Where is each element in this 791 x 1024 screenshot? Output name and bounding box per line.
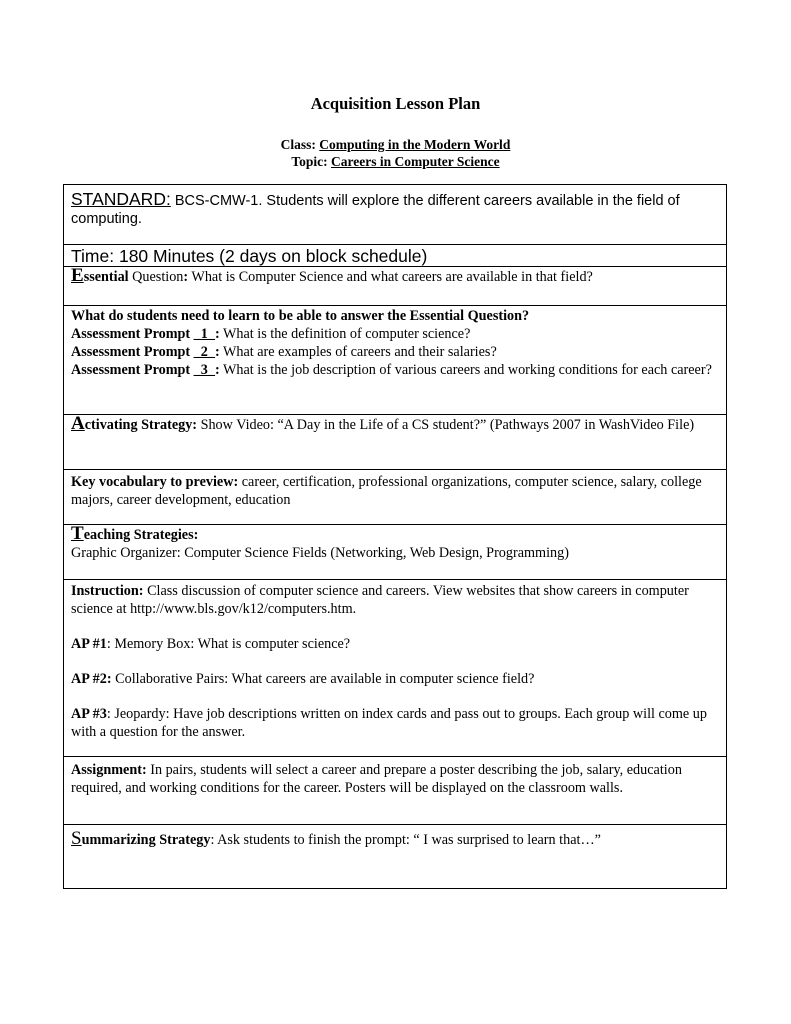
activating-initial: A [71, 413, 85, 434]
teaching-text: Graphic Organizer: Computer Science Fields (Networking, Web Design, Programming) [71, 545, 569, 561]
summarizing-label: ummarizing Strategy [81, 832, 211, 848]
ap1-line: AP #1: Memory Box: What is computer science? [71, 636, 351, 652]
teaching-initial: T [71, 523, 84, 544]
assessment-prompt-2: Assessment Prompt _2_: What are examples of careers and their salaries? [71, 344, 497, 360]
ap2-line: AP #2: Collaborative Pairs: What careers are available in computer science field? [71, 671, 535, 687]
assignment-row [64, 757, 726, 825]
class-label: Class: [280, 137, 316, 152]
time-row [64, 245, 726, 267]
summarizing-strategy-row [64, 825, 726, 890]
ap3-line: AP #3: Jeopardy: Have job descriptions written on index cards and pass out to groups. Each group will come up with a question for the answer. [71, 706, 707, 740]
teaching-label: eaching Strategies: [83, 527, 199, 543]
instruction-label: Instruction: [71, 583, 144, 599]
essential-question-row [64, 267, 726, 306]
document-title: Acquisition Lesson Plan [310, 94, 481, 113]
vocabulary-label: Key vocabulary to preview: [71, 474, 239, 490]
assignment-label: Assignment: [71, 762, 147, 778]
vocabulary-row [64, 470, 726, 525]
standard-row [64, 185, 726, 245]
essential-initial: E [71, 265, 84, 286]
activating-strategy-row [64, 415, 726, 470]
essential-text: What is Computer Science and what careers are available in that field? [188, 269, 593, 285]
teaching-strategies-row [64, 525, 726, 580]
standard-text: BCS-CMW-1. Students will explore the different careers available in the field of computing. [71, 193, 680, 227]
class-line [0, 137, 791, 153]
essential-label-plain: Question [128, 269, 184, 285]
vocabulary-text: career, certification, professional organizations, computer science, salary, college majors, career development, education [71, 474, 702, 508]
assessment-prompt-1: Assessment Prompt _1_: What is the definition of computer science? [71, 326, 471, 342]
class-value: Computing in the Modern World [319, 137, 511, 152]
instruction-row [64, 580, 726, 757]
summarizing-text: : Ask students to finish the prompt: “ I was surprised to learn that…” [210, 832, 601, 848]
topic-line [0, 154, 791, 170]
activating-text: Show Video: “A Day in the Life of a CS student?” (Pathways 2007 in WashVideo File) [197, 417, 695, 433]
lesson-plan-table [63, 184, 727, 889]
topic-label: Topic: [291, 154, 328, 169]
topic-value: Careers in Computer Science [331, 154, 500, 169]
assignment-text: In pairs, students will select a career and prepare a poster describing the job, salary, education required, and working conditions for the career. Posters will be displayed on the classroom walls. [71, 762, 682, 796]
assessment-prompt-3: Assessment Prompt _3_: What is the job description of various careers and working conditions for each career? [71, 362, 712, 378]
standard-label: STANDARD: [71, 189, 171, 209]
instruction-text: Class discussion of computer science and careers. View websites that show careers in computer science at http://www.bls.gov/k12/computers.htm. [71, 583, 689, 617]
time-text: Time: 180 Minutes (2 days on block schedule) [71, 246, 428, 266]
summarizing-initial: S [71, 828, 82, 849]
activating-label: ctivating Strategy: [84, 417, 198, 433]
essential-colon: : [183, 269, 189, 285]
learning-requirements-row [64, 306, 726, 415]
essential-label: ssential [83, 269, 129, 285]
learning-heading: What do students need to learn to be able to answer the Essential Question? [71, 308, 530, 324]
